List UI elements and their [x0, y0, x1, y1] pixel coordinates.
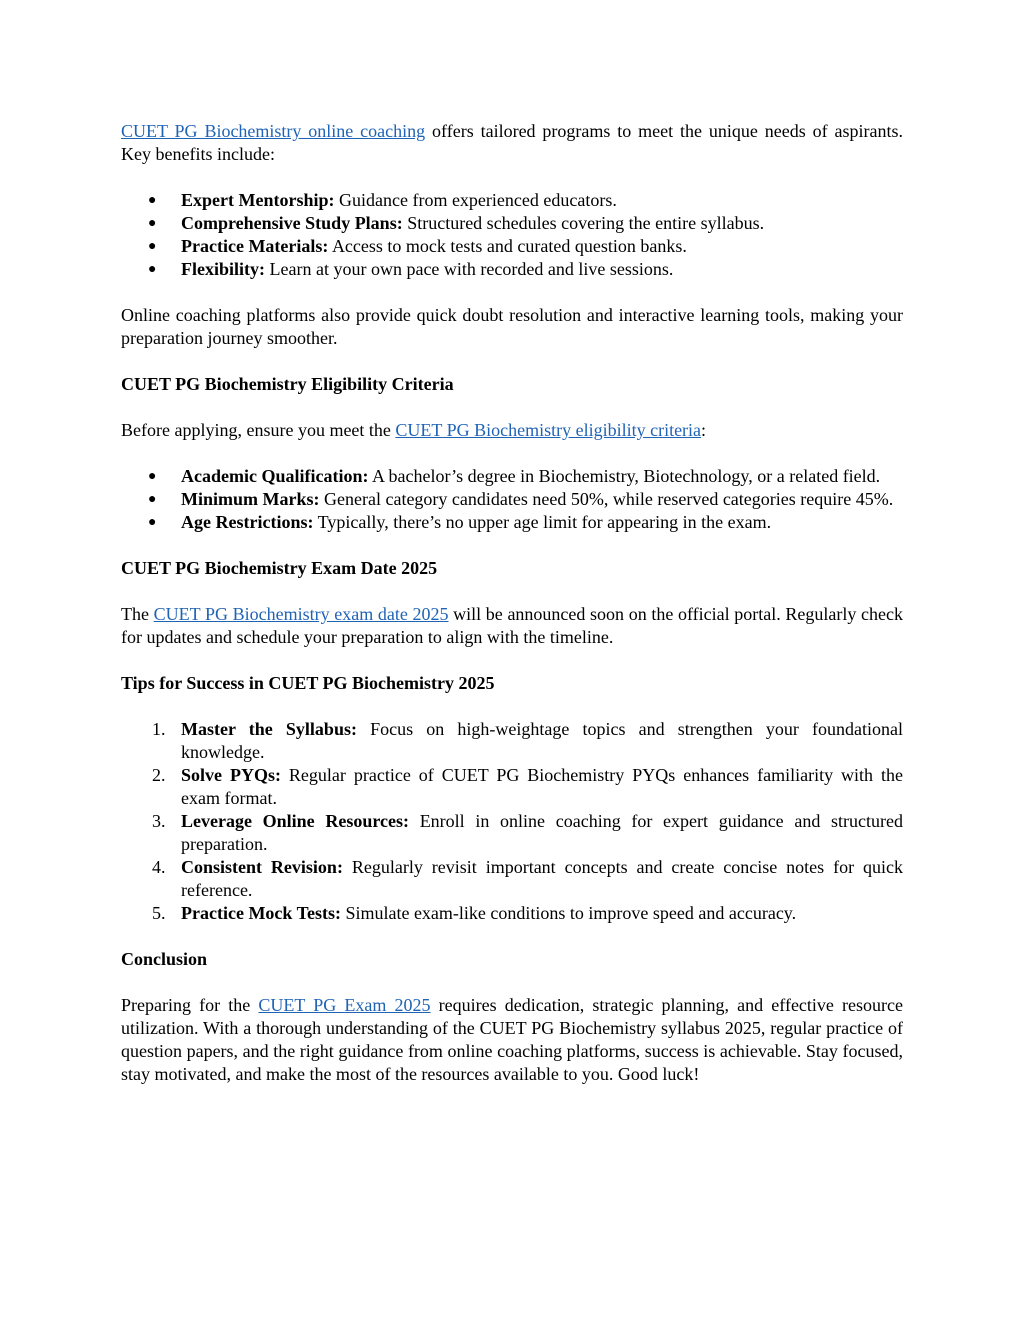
- tips-list: [121, 718, 903, 925]
- list-item: [121, 718, 903, 764]
- list-item: [121, 189, 903, 212]
- item-text: Structured schedules covering the entire syllabus.: [407, 213, 765, 233]
- item-label: Flexibility:: [181, 259, 265, 279]
- cuet-pg-exam-link[interactable]: CUET PG Exam 2025: [258, 995, 431, 1015]
- item-label: Solve PYQs:: [181, 765, 281, 785]
- bullet-icon: ●: [148, 262, 157, 277]
- item-label: Age Restrictions:: [181, 512, 314, 532]
- eligibility-lead: [121, 419, 903, 442]
- exam-date-text-after: will be announced soon on the official portal. Regularly check for updates and schedule your preparation to align with the timeline.: [121, 604, 903, 647]
- item-text: Typically, there’s no upper age limit for appearing in the exam.: [317, 512, 772, 532]
- item-text: A bachelor’s degree in Biochemistry, Biotechnology, or a related field.: [372, 466, 881, 486]
- exam-date-link[interactable]: CUET PG Biochemistry exam date 2025: [153, 604, 449, 624]
- list-item: [121, 235, 903, 258]
- bullet-icon: ●: [148, 469, 157, 484]
- item-number: 5.: [152, 903, 166, 923]
- lead-colon: :: [701, 420, 707, 440]
- conclusion-paragraph: [121, 994, 903, 1086]
- bullet-icon: ●: [148, 239, 157, 254]
- online-coaching-paragraph: Online coaching platforms also provide quick doubt resolution and interactive learning tools, making your preparation journey smoother.: [121, 305, 903, 348]
- list-item: [121, 810, 903, 856]
- conclusion-text-before: Preparing for the: [121, 995, 251, 1015]
- item-text: Simulate exam-like conditions to improve speed and accuracy.: [345, 903, 797, 923]
- item-text: Enroll in online coaching for expert guidance and structured preparation.: [181, 811, 903, 854]
- item-text: Guidance from experienced educators.: [338, 190, 617, 210]
- benefits-list: [121, 189, 903, 281]
- bullet-icon: ●: [148, 515, 157, 530]
- item-label: Practice Mock Tests:: [181, 903, 341, 923]
- item-text: General category candidates need 50%, while reserved categories require 45%.: [324, 489, 894, 509]
- list-item: [121, 902, 903, 925]
- list-item: [121, 764, 903, 810]
- list-item: [121, 258, 903, 281]
- item-label: Minimum Marks:: [181, 489, 320, 509]
- eligibility-list: [121, 465, 903, 534]
- item-number: 2.: [152, 765, 166, 785]
- item-label: Leverage Online Resources:: [181, 811, 409, 831]
- item-text: Learn at your own pace with recorded and live sessions.: [269, 259, 674, 279]
- item-text: Regularly revisit important concepts and create concise notes for quick reference.: [181, 857, 904, 900]
- exam-date-text-before: The: [121, 604, 149, 624]
- item-label: Master the Syllabus:: [181, 719, 357, 739]
- conclusion-heading: Conclusion: [121, 949, 208, 969]
- list-item: [121, 511, 903, 534]
- list-item: [121, 856, 903, 902]
- item-number: 1.: [152, 719, 166, 739]
- item-number: 3.: [152, 811, 166, 831]
- bullet-icon: ●: [148, 216, 157, 231]
- exam-date-heading: CUET PG Biochemistry Exam Date 2025: [121, 558, 438, 578]
- lead-text: Before applying, ensure you meet the: [121, 420, 391, 440]
- bullet-icon: ●: [148, 193, 157, 208]
- conclusion-text-after: requires dedication, strategic planning, and effective resource utilization. With a thorough understanding of the CUET PG Biochemistry syllabus 2025, regular practice of question papers, and the right guidance from online coaching platforms, success is achievable. Stay focused, stay motivated, and make the most of the resources available to you. Good luck!: [121, 995, 904, 1084]
- item-label: Consistent Revision:: [181, 857, 343, 877]
- item-number: 4.: [152, 857, 166, 877]
- eligibility-criteria-link[interactable]: CUET PG Biochemistry eligibility criteria: [395, 420, 702, 440]
- list-item: [121, 212, 903, 235]
- intro-paragraph: [121, 120, 903, 166]
- item-label: Practice Materials:: [181, 236, 329, 256]
- bullet-icon: ●: [148, 492, 157, 507]
- item-text: Access to mock tests and curated question banks.: [331, 236, 687, 256]
- intro-text: offers tailored programs to meet the unique needs of aspirants. Key benefits include:: [121, 121, 903, 164]
- item-label: Comprehensive Study Plans:: [181, 213, 403, 233]
- item-text: Focus on high-weightage topics and strengthen your foundational knowledge.: [181, 719, 904, 762]
- item-text: Regular practice of CUET PG Biochemistry PYQs enhances familiarity with the exam format.: [181, 765, 903, 808]
- tips-heading: Tips for Success in CUET PG Biochemistry 2025: [121, 673, 495, 693]
- list-item: [121, 488, 903, 511]
- eligibility-heading: CUET PG Biochemistry Eligibility Criteria: [121, 374, 454, 394]
- online-coaching-link[interactable]: CUET PG Biochemistry online coaching: [121, 121, 426, 141]
- list-item: [121, 465, 903, 488]
- item-label: Expert Mentorship:: [181, 190, 335, 210]
- exam-date-paragraph: [121, 603, 903, 649]
- document-page: [121, 120, 903, 1086]
- item-label: Academic Qualification:: [181, 466, 369, 486]
